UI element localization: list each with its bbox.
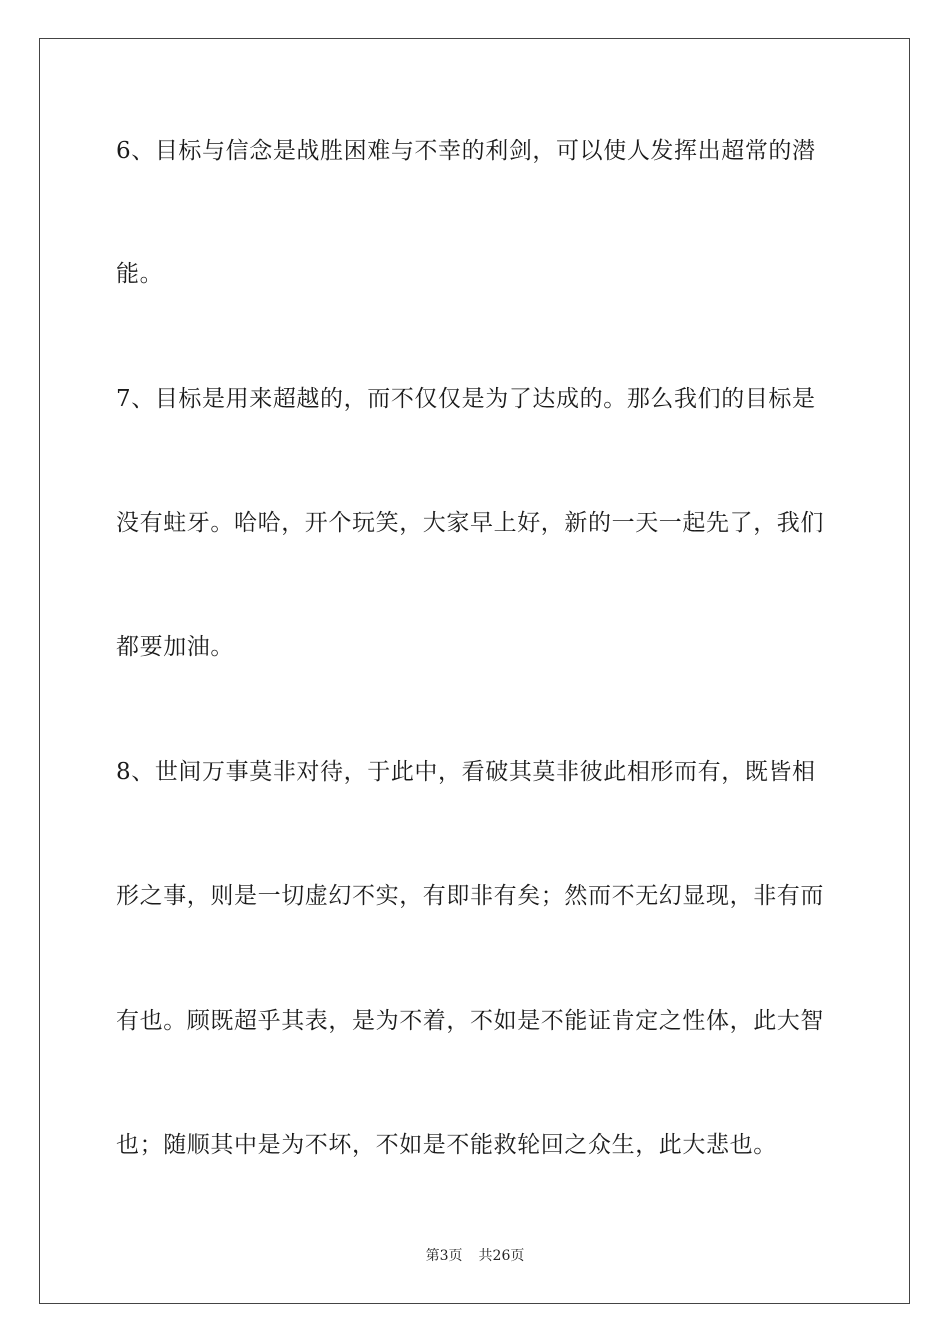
paragraph-8-line-3: 有也。顾既超乎其表，是为不着，不如是不能证肯定之性体，此大智 (116, 1008, 824, 1034)
paragraph-7-line-2: 没有蛀牙。哈哈，开个玩笑，大家早上好，新的一天一起先了，我们 (116, 510, 824, 536)
paragraph-6-line-2: 能。 (116, 261, 164, 287)
paragraph-7-line-3: 都要加油。 (116, 634, 234, 660)
page-number-total: 共26页 (478, 1248, 525, 1264)
paragraph-7-line-1: 7、目标是用来超越的，而不仅仅是为了达成的。那么我们的目标是 (116, 386, 816, 412)
page-footer (0, 1247, 950, 1265)
page-number-current: 第3页 (425, 1248, 463, 1264)
paragraph-8-line-1: 8、世间万事莫非对待，于此中，看破其莫非彼此相形而有，既皆相 (116, 759, 816, 785)
paragraph-6-line-1: 6、目标与信念是战胜困难与不幸的利剑，可以使人发挥出超常的潜 (116, 138, 816, 164)
paragraph-8-line-4: 也；随顺其中是为不坏，不如是不能救轮回之众生，此大悲也。 (116, 1132, 777, 1158)
page-border (39, 38, 910, 1304)
paragraph-8-line-2: 形之事，则是一切虚幻不实，有即非有矣；然而不无幻显现，非有而 (116, 883, 824, 909)
